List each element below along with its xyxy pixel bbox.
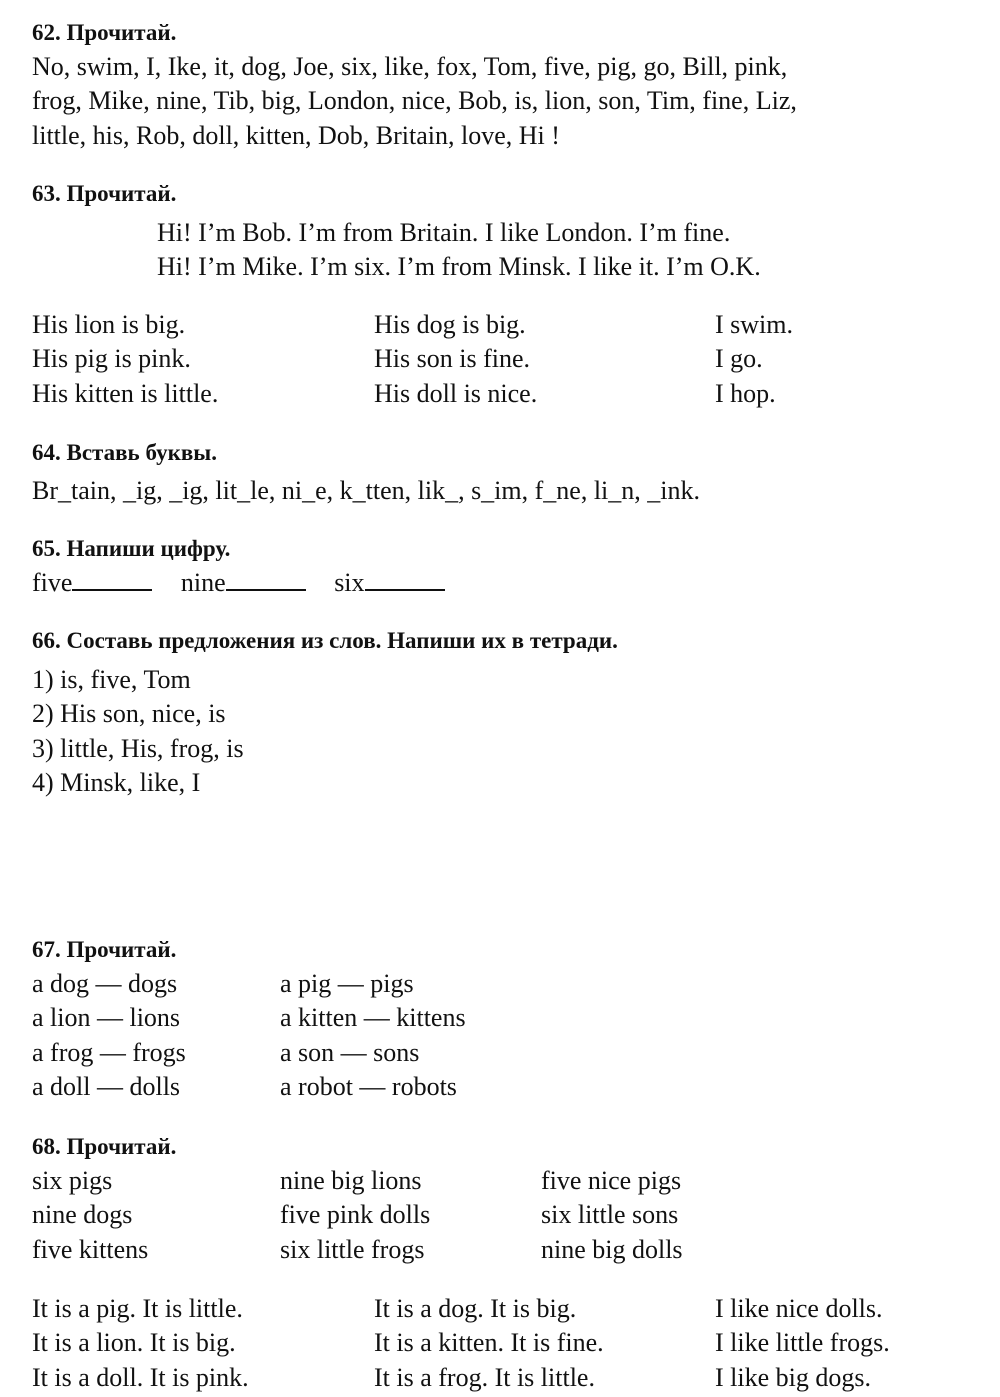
table-cell: I like nice dolls. [715,1294,883,1323]
table-cell: five kittens [32,1234,149,1264]
table-cell: a dog — dogs [32,969,178,998]
list-item: 1) is, five, Tom [32,665,191,694]
answer-blank[interactable] [365,567,445,591]
sentence-table-68 [32,1292,990,1395]
phrase-table [32,1164,990,1267]
table-cell: I swim. [715,310,793,339]
exercise-heading: 67. Прочитай. [32,937,177,962]
number-words-line [32,566,990,600]
fill-letters-line: Br_tain, _ig, _ig, lit_le, ni_e, k_tten, lik_, s_im, f_ne, li_n, _ink. [32,476,701,505]
table-row [32,1001,990,1035]
table-cell: It is a lion. It is big. [32,1328,236,1358]
table-cell: His dog is big. [374,310,526,339]
table-cell: six pigs [32,1166,113,1195]
table-cell: nine big dolls [541,1234,683,1264]
exercise-heading: 63. Прочитай. [32,181,177,206]
table-row [32,377,990,411]
table-cell: It is a doll. It is pink. [32,1362,249,1392]
table-cell: a pig — pigs [280,969,414,998]
table-cell: a lion — lions [32,1003,181,1033]
table-cell: I go. [715,344,763,374]
exercise-67 [32,933,990,1104]
text-line: Hi! I’m Bob. I’m from Britain. I like London. I’m fine. [157,218,731,247]
table-cell: I like little frogs. [715,1328,890,1358]
exercise-63 [32,177,990,285]
table-row [32,1036,990,1070]
table-cell: It is a dog. It is big. [374,1294,577,1323]
text-line: No, swim, I, Ike, it, dog, Joe, six, like, fox, Tom, five, pig, go, Bill, pink, [32,52,788,81]
list-item: 2) His son, nice, is [32,699,226,729]
list-item: 3) little, His, frog, is [32,733,244,763]
table-cell: six little sons [541,1200,679,1230]
table-cell: five pink dolls [280,1200,431,1230]
answer-blank[interactable] [72,567,152,591]
exercise-heading: 68. Прочитай. [32,1134,177,1159]
exercise-66 [32,624,990,800]
exercise-68 [32,1130,990,1267]
table-cell: a son — sons [280,1037,420,1067]
table-cell: six little frogs [280,1234,425,1264]
word: five [32,568,73,597]
table-cell: a kitten — kittens [280,1003,466,1033]
text-line: frog, Mike, nine, Tib, big, London, nice, Bob, is, lion, son, Tim, fine, Liz, [32,86,797,116]
list-item: 4) Minsk, like, I [32,767,201,797]
answer-blank[interactable] [226,567,306,591]
table-cell: It is a pig. It is little. [32,1294,243,1323]
table-cell: a frog — frogs [32,1037,186,1067]
table-row [32,1361,990,1395]
table-row [32,1326,990,1360]
table-cell: His kitten is little. [32,378,219,408]
table-cell: nine dogs [32,1200,133,1230]
table-cell: His doll is nice. [374,378,538,408]
table-cell: a robot — robots [280,1071,457,1101]
table-cell: His son is fine. [374,344,530,374]
table-cell: I like big dogs. [715,1362,871,1392]
table-cell: a doll — dolls [32,1071,181,1101]
table-row [32,1164,990,1198]
table-cell: It is a frog. It is little. [374,1362,595,1392]
table-cell: It is a kitten. It is fine. [374,1328,604,1358]
exercise-62 [32,16,990,153]
table-row [32,342,990,376]
table-row [32,308,990,342]
exercise-heading: 64. Вставь буквы. [32,440,217,465]
exercise-heading: 62. Прочитай. [32,20,177,45]
table-cell: five nice pigs [541,1166,682,1195]
table-cell: His lion is big. [32,310,186,339]
table-row [32,967,990,1001]
table-cell: His pig is pink. [32,344,191,374]
text-line: Hi! I’m Mike. I’m six. I’m from Minsk. I like it. I’m O.K. [157,252,761,282]
table-row [32,1233,990,1267]
table-row [32,1292,990,1326]
table-cell: nine big lions [280,1166,422,1195]
plural-table [32,967,990,1104]
text-line: little, his, Rob, doll, kitten, Dob, Britain, love, Hi ! [32,120,560,150]
table-row [32,1198,990,1232]
exercise-64 [32,436,990,508]
exercise-heading: 66. Составь предложения из слов. Напиши их в тетради. [32,628,618,653]
table-row [32,1070,990,1104]
word: nine [180,568,226,597]
table-cell: I hop. [715,378,776,408]
exercise-65 [32,532,990,600]
sentence-table-63 [32,308,990,411]
exercise-heading: 65. Напиши цифру. [32,536,231,561]
word: six [334,568,365,597]
